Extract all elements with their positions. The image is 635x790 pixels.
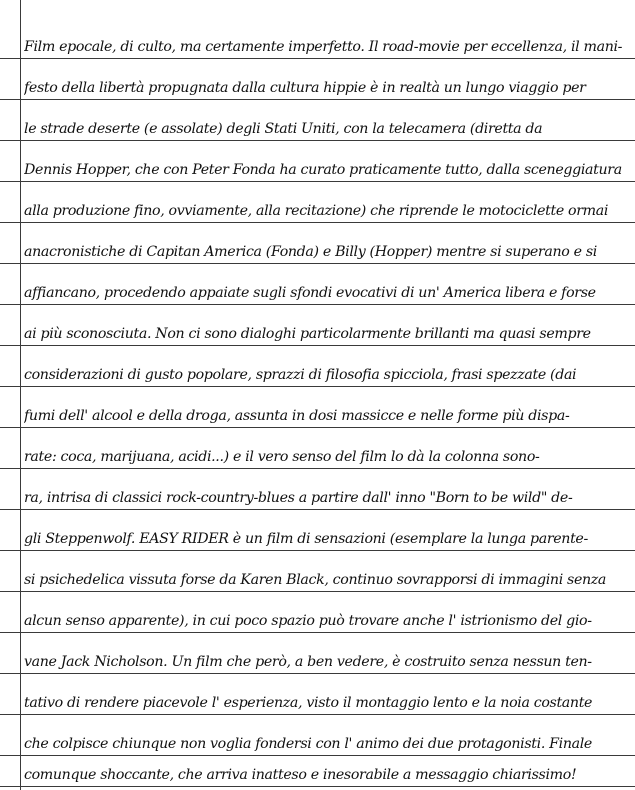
ruled-line [0,345,635,346]
handwritten-line-7: affiancano, procedendo appaiate sugli sfondi evocativi di un' America libera e forse [24,285,596,301]
handwritten-line-11: rate: coca, marijuana, acidi...) e il vero senso del film lo dà la colonna sono- [24,449,540,465]
handwritten-line-3: le strade deserte (e assolate) degli Stati Uniti, con la telecamera (diretta da [24,121,543,137]
ruled-line [0,786,635,787]
handwritten-line-8: ai più sconosciuta. Non ci sono dialoghi particolarmente brillanti ma quasi sempre [24,326,591,342]
ruled-line [0,673,635,674]
handwritten-line-5: alla produzione fino, ovviamente, alla recitazione) che riprende le motociclette ormai [24,203,609,219]
handwritten-line-12: ra, intrisa di classici rock-country-blues a partire dall' inno "Born to be wild" de- [24,490,573,506]
ruled-line [0,550,635,551]
handwritten-line-17: tativo di rendere piacevole l' esperienza, visto il montaggio lento e la noia costante [24,695,593,711]
handwritten-line-2: festo della libertà propugnata dalla cultura hippie è in realtà un lungo viaggio per [24,80,586,96]
handwritten-line-16: vane Jack Nicholson. Un film che però, a ben vedere, è costruito senza nessun ten- [24,654,592,670]
ruled-line [0,714,635,715]
margin-line [20,0,21,790]
handwritten-line-14: si psichedelica vissuta forse da Karen Black, continuo sovrapporsi di immagini senza [24,572,607,588]
handwritten-line-1: Film epocale, di culto, ma certamente imperfetto. Il road-movie per eccellenza, il mani- [24,39,623,55]
ruled-line [0,181,635,182]
handwritten-line-6: anacronistiche di Capitan America (Fonda) e Billy (Hopper) mentre si superano e si [24,244,597,260]
ruled-line [0,509,635,510]
handwritten-line-4: Dennis Hopper, che con Peter Fonda ha curato praticamente tutto, dalla sceneggiatura [24,162,622,178]
handwritten-line-18: che colpisce chiunque non voglia fondersi con l' animo dei due protagonisti. Finale [24,736,592,752]
ruled-line [0,468,635,469]
handwritten-line-19: comunque shoccante, che arriva inatteso e inesorabile a messaggio chiarissimo! [24,767,577,783]
handwritten-line-9: considerazioni di gusto popolare, sprazzi di filosofia spicciola, frasi spezzate (dai [24,367,577,383]
handwritten-line-10: fumi dell' alcool e della droga, assunta in dosi massicce e nelle forme più dispa- [24,408,570,424]
ruled-line [0,591,635,592]
handwritten-line-15: alcun senso apparente), in cui poco spazio può trovare anche l' istrionismo del gio- [24,613,592,629]
handwritten-line-13: gli Steppenwolf. EASY RIDER è un film di sensazioni (esemplare la lunga parente- [24,531,588,547]
ruled-line [0,99,635,100]
ruled-line [0,386,635,387]
ruled-line [0,304,635,305]
ruled-line [0,755,635,756]
ruled-line [0,58,635,59]
ruled-line [0,263,635,264]
ruled-line [0,140,635,141]
ruled-line [0,222,635,223]
ruled-line [0,427,635,428]
ruled-line [0,632,635,633]
